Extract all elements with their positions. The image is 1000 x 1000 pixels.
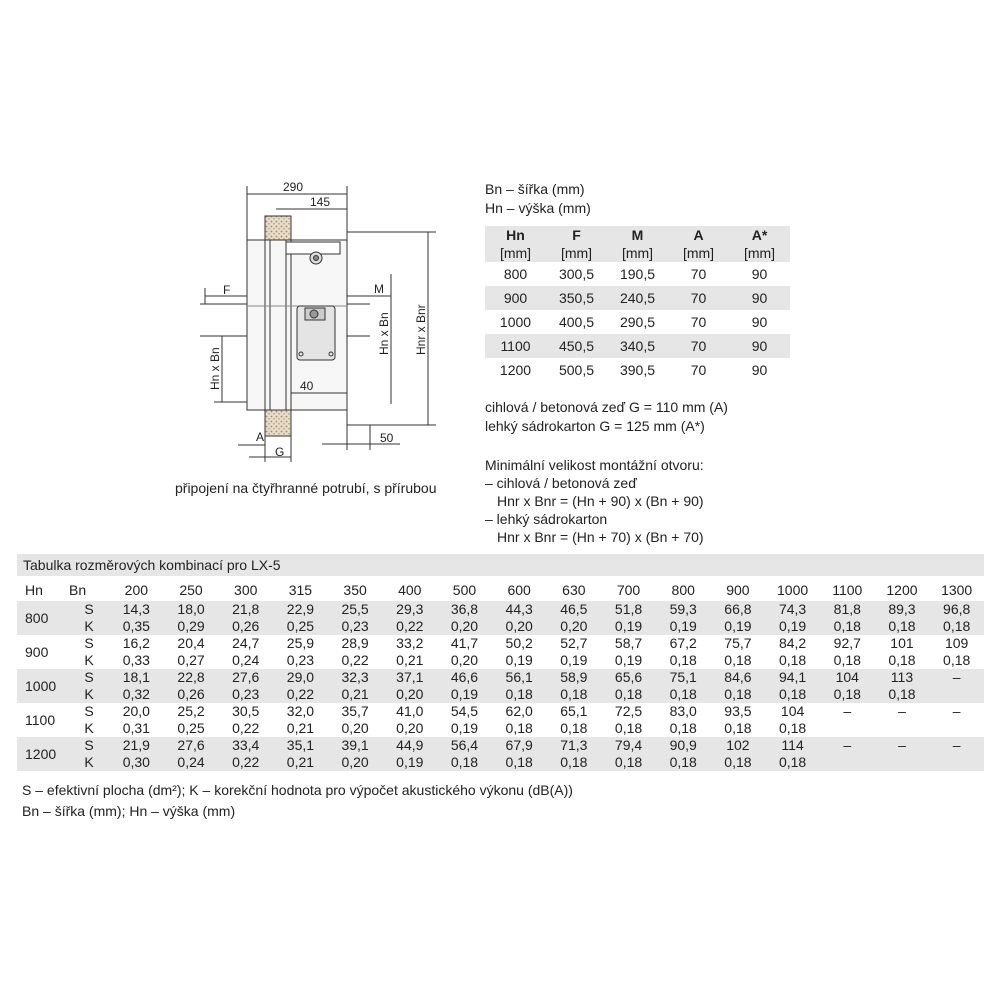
dims-body (485, 262, 790, 382)
combo-cell: 79,4 (601, 737, 656, 754)
combo-cell: 0,18 (943, 652, 971, 668)
dims-cell: 90 (751, 314, 768, 330)
combo-cell: 0,18 (820, 686, 875, 703)
dims-cell: 1100 (485, 334, 546, 358)
dims-cell: 290,5 (619, 314, 656, 330)
combo-cell: 0,21 (328, 686, 383, 703)
combo-cell: 75,7 (724, 635, 752, 651)
combo-row (17, 720, 984, 737)
combo-cell: 29,0 (273, 669, 328, 686)
dims-unit-cell: [mm] (729, 244, 790, 262)
combo-cell: 39,1 (328, 737, 383, 754)
combo-header-bn-value: 800 (671, 582, 695, 598)
combo-cell: 0,20 (396, 720, 424, 736)
combo-cell: 0,18 (724, 720, 752, 736)
combo-cell: 0,18 (547, 754, 602, 771)
dims-cell: 340,5 (607, 334, 668, 358)
combo-cell: 0,23 (286, 652, 315, 668)
combo-cell: 51,8 (601, 601, 656, 618)
combo-header-bn-value: 1200 (886, 582, 918, 598)
combo-cell: – (952, 703, 961, 719)
combo-body (17, 579, 984, 771)
combo-cell: 0,19 (560, 652, 588, 668)
combo-cell: 20,4 (177, 635, 205, 651)
combo-cell: 33,2 (396, 635, 424, 651)
combo-cell: 41,0 (396, 703, 424, 719)
combo-cell: 18,1 (109, 669, 164, 686)
combo-cell: 89,3 (875, 601, 930, 618)
combo-cell: 0,26 (218, 618, 273, 635)
install-item-brick: – cihlová / betonová zeď (485, 475, 637, 491)
combo-cell: – (898, 703, 906, 719)
combo-cell: 0,20 (437, 618, 492, 635)
footnote-bnhn: Bn – šířka (mm); Hn – výška (mm) (22, 803, 236, 819)
combo-cell: 81,8 (820, 601, 875, 618)
combo-cell: 58,7 (614, 635, 643, 651)
combo-row-hn: 1100 (25, 711, 56, 728)
install-title: Minimální velikost montážní otvoru: (485, 457, 704, 473)
combo-cell: 101 (890, 635, 914, 651)
combo-cell: 0,18 (778, 720, 807, 736)
dims-header-cell: F (546, 226, 607, 244)
dim-g: G (275, 445, 285, 459)
dims-cell: 400,5 (558, 314, 595, 330)
combo-cell: 22,9 (273, 601, 328, 618)
combo-cell: 93,5 (724, 703, 752, 719)
legend-bn: Bn – šířka (mm) (485, 181, 585, 197)
legend-top (485, 180, 591, 218)
drawing-caption: připojení na čtyřhranné potrubí, s přírubou (175, 480, 437, 496)
dims-cell: 900 (485, 286, 546, 310)
combo-cell: 0,32 (109, 686, 164, 703)
combo-cell: 90,9 (656, 737, 711, 754)
combo-cell: 0,18 (547, 686, 602, 703)
combo-cell: 0,20 (450, 652, 479, 668)
wall-note-brick: cihlová / betonová zeď G = 110 mm (A) (485, 399, 728, 415)
combo-cell: 59,3 (656, 601, 711, 618)
combo-cell: 25,5 (328, 601, 383, 618)
combo-cell: 0,18 (875, 618, 930, 635)
combo-cell: 0,20 (328, 754, 383, 771)
dims-header-row (485, 226, 790, 244)
combo-cell: 33,4 (218, 737, 273, 754)
dims-cell: 500,5 (558, 362, 595, 378)
dims-cell: 90 (751, 266, 768, 282)
combo-cell: 0,19 (765, 618, 820, 635)
combo-cell: 0,20 (382, 686, 437, 703)
combo-header-bn-value: 700 (616, 582, 641, 598)
install-item-drywall: – lehký sádrokarton (485, 511, 608, 527)
dims-cell: 90 (751, 362, 768, 378)
dims-cell: 70 (690, 362, 707, 378)
dims-row (485, 358, 790, 382)
dims-header-cell: A* (729, 226, 790, 244)
combo-cell: 44,3 (492, 601, 547, 618)
dims-unit-cell: [mm] (546, 244, 607, 262)
combo-cell: 0,35 (109, 618, 164, 635)
dims-unit-cell: [mm] (485, 244, 546, 262)
combo-row-key: K (84, 652, 94, 668)
combo-cell: 0,27 (177, 652, 205, 668)
combo-row-key: S (69, 601, 109, 618)
combo-header-hn: Hn (25, 582, 43, 598)
combo-row (17, 652, 984, 669)
combo-cell: 65,6 (601, 669, 656, 686)
combo-cell: 30,5 (232, 703, 260, 719)
combo-cell: 0,29 (164, 618, 219, 635)
combo-header-bn-value: 500 (452, 582, 477, 598)
combo-cell: 18,0 (164, 601, 219, 618)
combo-header-bn-value: 600 (507, 582, 531, 598)
combo-cell: 0,18 (669, 720, 697, 736)
dims-unit-cell: [mm] (607, 244, 668, 262)
combo-cell: 0,18 (656, 686, 711, 703)
combo-cell: 36,8 (437, 601, 492, 618)
combo-cell: 0,19 (382, 754, 437, 771)
dims-cell: 90 (729, 334, 790, 358)
dims-header-cell: A (668, 226, 729, 244)
combo-cell: 75,1 (656, 669, 711, 686)
combo-cell: 0,21 (396, 652, 424, 668)
dims-cell: 70 (690, 266, 707, 282)
combo-cell: 74,3 (765, 601, 820, 618)
combo-cell: 96,8 (929, 601, 984, 618)
footnote-sk: S – efektivní plocha (dm²); K – korekční hodnota pro výpočet akustického výkonu (dB(A)) (22, 782, 573, 798)
combo-cell: 0,18 (601, 686, 656, 703)
combo-cell: 56,4 (437, 737, 492, 754)
combo-cell: 0,18 (765, 686, 820, 703)
combo-cell: – (929, 737, 984, 754)
dim-m: M (374, 282, 384, 296)
combo-cell: 66,8 (711, 601, 766, 618)
combo-cell: 0,18 (669, 652, 697, 668)
combo-cell: 37,1 (382, 669, 437, 686)
technical-drawing (0, 0, 480, 475)
combo-cell: – (820, 737, 875, 754)
combo-cell: 65,1 (560, 703, 588, 719)
combo-cell: 0,23 (328, 618, 383, 635)
combo-cell: 28,9 (341, 635, 369, 651)
combo-cell: 113 (875, 669, 930, 686)
combo-row-key: K (69, 686, 109, 703)
combo-cell: 0,18 (437, 754, 492, 771)
combo-cell: 0,23 (218, 686, 273, 703)
combo-cell: 0,18 (724, 652, 752, 668)
combo-cell (929, 686, 984, 703)
combo-header-bn-value: 300 (234, 582, 258, 598)
combo-cell: 0,18 (505, 720, 533, 736)
combo-cell: 21,9 (109, 737, 164, 754)
dims-row (485, 334, 790, 358)
combo-row-key: K (69, 754, 109, 771)
combo-header-bn-value: 1100 (832, 582, 863, 598)
combo-cell: 0,18 (888, 652, 916, 668)
dimensions-table (485, 226, 790, 382)
combo-cell: 0,19 (505, 652, 533, 668)
combo-row-key: S (69, 669, 109, 686)
combo-cell: 41,7 (450, 635, 479, 651)
combo-cell: 0,20 (341, 720, 369, 736)
combo-cell: – (929, 669, 984, 686)
combo-table (17, 579, 984, 771)
dims-cell: 70 (690, 314, 707, 330)
combo-header-row (17, 579, 984, 601)
combo-cell: 84,2 (778, 635, 807, 651)
combo-cell: 72,5 (614, 703, 643, 719)
combo-cell: 52,7 (560, 635, 588, 651)
combo-cell: 0,25 (177, 720, 205, 736)
combo-header-bn-value: 250 (179, 582, 203, 598)
combo-cell: 0,18 (601, 754, 656, 771)
combo-cell: 22,8 (164, 669, 219, 686)
combo-header-bn-value: 200 (124, 582, 149, 598)
combo-cell: 0,24 (164, 754, 219, 771)
combo-cell: – (843, 703, 852, 719)
combo-cell: 84,6 (711, 669, 766, 686)
combo-row-key: K (69, 618, 109, 635)
dim-a: A (256, 430, 265, 444)
dims-unit-cell: [mm] (668, 244, 729, 262)
dims-cell: 450,5 (546, 334, 607, 358)
combo-cell: 0,18 (711, 686, 766, 703)
combo-row-key: S (84, 703, 94, 719)
combo-cell: – (875, 737, 930, 754)
combo-row (17, 601, 984, 618)
wall-note-drywall: lehký sádrokarton G = 125 mm (A*) (485, 418, 705, 434)
combo-cell: 109 (944, 635, 969, 651)
combo-cell: 46,5 (547, 601, 602, 618)
combo-cell: 0,21 (273, 754, 328, 771)
combo-cell: 0,22 (273, 686, 328, 703)
combo-cell: 58,9 (547, 669, 602, 686)
combo-cell: 0,20 (492, 618, 547, 635)
label-hn-bn-right: Hn x Bn (377, 312, 391, 355)
combo-row (17, 669, 984, 686)
combo-cell: 83,0 (669, 703, 697, 719)
combo-cell: 94,1 (765, 669, 820, 686)
dims-cell: 190,5 (619, 266, 656, 282)
combo-cell: 0,30 (109, 754, 164, 771)
combo-cell: 0,18 (492, 686, 547, 703)
combo-cell: 0,18 (711, 754, 766, 771)
combo-header-bn-value: 350 (343, 582, 367, 598)
dims-row (485, 286, 790, 310)
label-hn-bn-left: Hn x Bn (208, 347, 222, 390)
combo-table-title: Tabulka rozměrových kombinací pro LX-5 (17, 554, 984, 576)
combo-cell: 50,2 (505, 635, 533, 651)
combo-cell: 0,31 (122, 720, 150, 736)
combo-cell: 35,7 (341, 703, 369, 719)
dims-row (485, 262, 790, 286)
install-formula-brick: Hnr x Bnr = (Hn + 90) x (Bn + 90) (497, 493, 704, 509)
combo-cell: 0,22 (232, 720, 260, 736)
combo-row (17, 703, 984, 720)
combo-cell: 102 (711, 737, 766, 754)
dims-header-cell: M (607, 226, 668, 244)
combo-cell: 71,3 (547, 737, 602, 754)
combo-cell: 92,7 (833, 635, 861, 651)
combo-cell: 0,19 (601, 618, 656, 635)
combo-cell: 20,0 (122, 703, 150, 719)
dims-cell: 90 (729, 286, 790, 310)
dims-cell: 240,5 (607, 286, 668, 310)
dims-header-cell: Hn (485, 226, 546, 244)
combo-cell: 46,6 (437, 669, 492, 686)
combo-cell: 24,7 (232, 635, 260, 651)
combo-row (17, 618, 984, 635)
combo-row-hn: 1000 (17, 669, 69, 703)
combo-cell (875, 720, 930, 737)
combo-cell: 0,18 (929, 618, 984, 635)
combo-header-bn-value: 900 (726, 582, 750, 598)
combo-row (17, 754, 984, 771)
dim-145: 145 (310, 195, 331, 209)
label-hnr-bnr: Hnr x Bnr (414, 304, 428, 355)
combo-cell: 0,18 (492, 754, 547, 771)
combo-cell: 0,25 (273, 618, 328, 635)
combo-cell: 0,33 (122, 652, 150, 668)
dim-290: 290 (283, 180, 304, 194)
combo-cell: 14,3 (109, 601, 164, 618)
combo-header-bn: Bn (69, 582, 87, 598)
combo-cell: 25,9 (286, 635, 315, 651)
combo-cell: 0,18 (656, 754, 711, 771)
combo-cell: 21,8 (218, 601, 273, 618)
dims-cell: 1000 (499, 314, 532, 330)
combo-cell: 27,6 (218, 669, 273, 686)
combo-cell (929, 720, 984, 737)
dims-cell: 350,5 (546, 286, 607, 310)
combo-header-bn-value: 400 (398, 582, 422, 598)
combo-cell: 0,19 (656, 618, 711, 635)
dims-cell: 300,5 (558, 266, 595, 282)
combo-cell: 56,1 (492, 669, 547, 686)
combo-row (17, 737, 984, 754)
combo-cell (929, 754, 984, 771)
legend-hn: Hn – výška (mm) (485, 200, 591, 216)
combo-cell: 44,9 (382, 737, 437, 754)
combo-row-key: S (69, 737, 109, 754)
combo-cell: 0,18 (614, 720, 643, 736)
dims-cell: 70 (668, 286, 729, 310)
combo-cell: 0,26 (164, 686, 219, 703)
dim-f: F (223, 283, 231, 297)
combo-cell: 114 (765, 737, 820, 754)
combo-cell: 0,18 (833, 652, 861, 668)
wall-notes (485, 398, 728, 436)
dims-cell: 70 (668, 334, 729, 358)
combo-cell: 0,24 (232, 652, 260, 668)
combo-cell: 32,3 (328, 669, 383, 686)
combo-cell: 0,18 (820, 618, 875, 635)
combo-cell: 0,19 (614, 652, 643, 668)
combo-cell: 54,5 (450, 703, 479, 719)
combo-cell: 27,6 (164, 737, 219, 754)
combo-row-key: S (84, 635, 94, 651)
install-notes (485, 456, 704, 546)
combo-row-hn: 900 (25, 643, 49, 660)
combo-cell: 67,9 (492, 737, 547, 754)
combo-cell: 0,19 (450, 720, 479, 736)
combo-cell: 0,19 (437, 686, 492, 703)
combo-cell: 32,0 (286, 703, 315, 719)
combo-cell (820, 720, 875, 737)
dims-cell: 390,5 (619, 362, 656, 378)
combo-cell: 25,2 (177, 703, 205, 719)
dim-40: 40 (300, 379, 314, 393)
combo-cell: 0,20 (547, 618, 602, 635)
combo-header-bn-value: 1300 (941, 582, 973, 598)
dims-cell: 1200 (499, 362, 532, 378)
dim-50: 50 (380, 431, 394, 445)
install-formula-drywall: Hnr x Bnr = (Hn + 70) x (Bn + 70) (497, 529, 704, 545)
combo-cell (875, 754, 930, 771)
combo-cell: 0,21 (286, 720, 315, 736)
combo-row-hn: 1200 (17, 737, 69, 771)
combo-cell: 104 (820, 669, 875, 686)
combo-cell: 0,18 (765, 754, 820, 771)
combo-cell: 0,22 (218, 754, 273, 771)
combo-cell: 29,3 (382, 601, 437, 618)
dims-row (485, 310, 790, 334)
combo-header-bn-value: 1000 (777, 582, 809, 598)
combo-row-hn: 800 (17, 601, 69, 635)
combo-header-bn-value: 630 (562, 582, 586, 598)
combo-cell: 0,18 (875, 686, 930, 703)
combo-cell: 35,1 (273, 737, 328, 754)
combo-cell: 104 (780, 703, 805, 719)
combo-cell: 67,2 (669, 635, 697, 651)
dims-cell: 800 (503, 266, 528, 282)
combo-row (17, 635, 984, 652)
combo-cell: 0,18 (560, 720, 588, 736)
combo-row-key: K (84, 720, 94, 736)
combo-cell (820, 754, 875, 771)
combo-cell: 0,22 (341, 652, 369, 668)
dims-units-row (485, 244, 790, 262)
combo-row (17, 686, 984, 703)
combo-cell: 0,22 (382, 618, 437, 635)
combo-header-bn-value: 315 (288, 582, 313, 598)
combo-cell: 0,18 (778, 652, 807, 668)
combo-cell: 0,19 (711, 618, 766, 635)
combo-cell: 62,0 (505, 703, 533, 719)
combo-cell: 16,2 (122, 635, 150, 651)
